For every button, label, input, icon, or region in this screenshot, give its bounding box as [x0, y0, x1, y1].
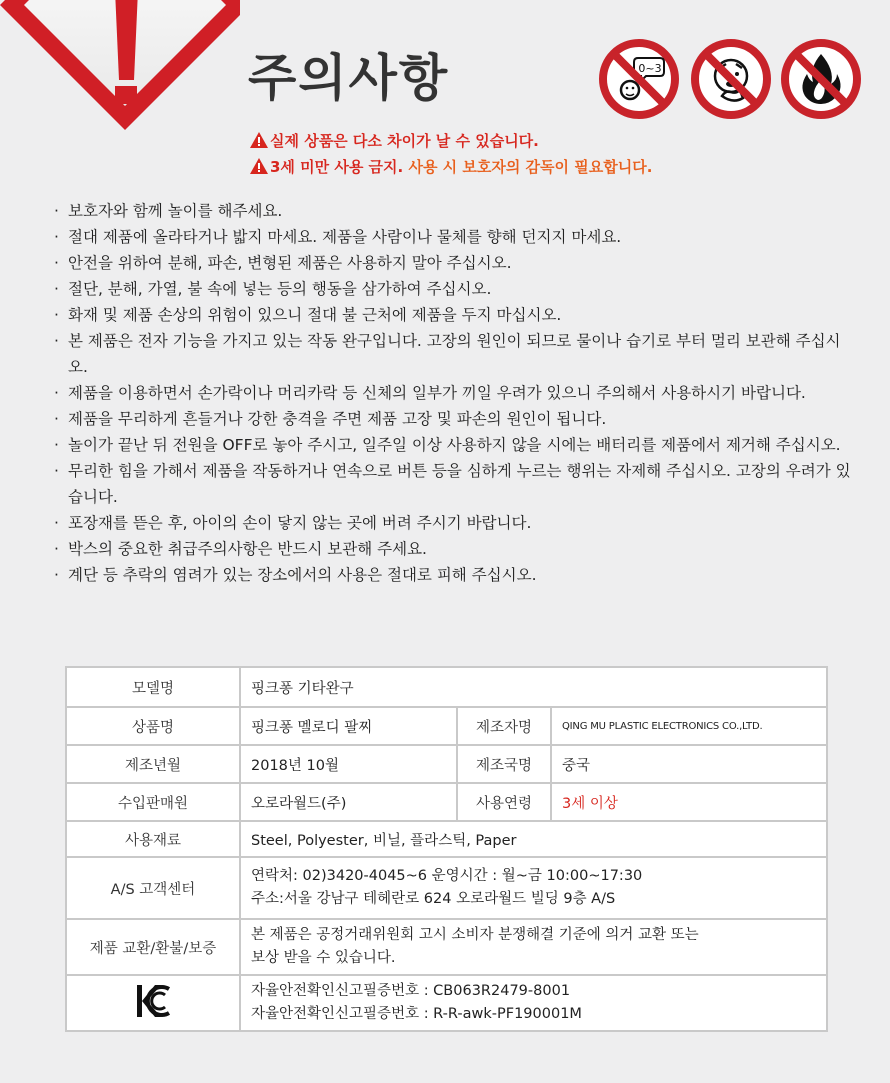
- model-value: 핑크퐁 기타완구: [240, 667, 827, 707]
- list-item: · 제품을 이용하면서 손가락이나 머리카락 등 신체의 일부가 끼일 우려가 있으니 주의해서 사용하시기 바랍니다.: [52, 380, 852, 406]
- list-item: · 놀이가 끝난 뒤 전원을 OFF로 놓아 주시고, 일주일 이상 사용하지 않을 시에는 배터리를 제품에서 제거해 주십시오.: [52, 432, 852, 458]
- no-under-3-icon: [598, 38, 680, 120]
- exchange-line-1: 본 제품은 공정거래위원회 고시 소비자 분쟁해결 기준에 의거 교환 또는: [251, 927, 699, 943]
- list-item: · 절단, 분해, 가열, 불 속에 넣는 등의 행동을 삼가하여 주십시오.: [52, 276, 852, 302]
- product-value: 핑크퐁 멜로디 팔찌: [240, 707, 457, 745]
- list-item: · 본 제품은 전자 기능을 가지고 있는 작동 완구입니다. 고장의 원인이 되므로 물이나 습기로 부터 멀리 보관해 주십시오.: [52, 328, 852, 380]
- as-value: [240, 857, 827, 919]
- model-label: 모델명: [66, 667, 240, 707]
- no-fire-icon: [780, 38, 862, 120]
- warning-exclamation-icon: [0, 0, 240, 130]
- importer-label: 수입판매원: [66, 783, 240, 821]
- year-value: 2018년 10월: [240, 745, 457, 783]
- kc-mark-cell: [66, 975, 240, 1031]
- country-value: 중국: [551, 745, 827, 783]
- notice-age-text: 3세 미만 사용 금지.: [270, 158, 404, 176]
- cert-number-1: 자율안전확인신고필증번호 : CB063R2479-8001: [251, 983, 571, 999]
- warning-triangle-icon: [250, 158, 268, 174]
- material-label: 사용재료: [66, 821, 240, 857]
- product-spec-table: [65, 666, 828, 1032]
- cert-value: [240, 975, 827, 1031]
- list-item: · 안전을 위하여 분해, 파손, 변형된 제품은 사용하지 말아 주십시오.: [52, 250, 852, 276]
- as-label: A/S 고객센터: [66, 857, 240, 919]
- exchange-value: [240, 919, 827, 975]
- exchange-label: 제품 교환/환불/보증: [66, 919, 240, 975]
- warning-triangle-icon: [250, 132, 268, 148]
- table-row: [66, 667, 827, 707]
- maker-value: QING MU PLASTIC ELECTRONICS CO.,LTD.: [551, 707, 827, 745]
- importer-value: 오로라월드(주): [240, 783, 457, 821]
- age-label: 사용연령: [457, 783, 551, 821]
- list-item: · 절대 제품에 올라타거나 밟지 마세요. 제품을 사람이나 물체를 향해 던지지 마세요.: [52, 224, 852, 250]
- table-row: [66, 707, 827, 745]
- product-label: 상품명: [66, 707, 240, 745]
- kc-certification-icon: [135, 981, 171, 1021]
- table-row: [66, 975, 827, 1031]
- notice-age-limit: [250, 156, 652, 177]
- country-label: 제조국명: [457, 745, 551, 783]
- as-contact: 연락처: 02)3420-4045~6 운영시간 : 월~금 10:00~17:30: [251, 868, 643, 884]
- list-item: · 포장재를 뜯은 후, 아이의 손이 닿지 않는 곳에 버려 주시기 바랍니다.: [52, 510, 852, 536]
- year-label: 제조년월: [66, 745, 240, 783]
- list-item: · 계단 등 추락의 염려가 있는 장소에서의 사용은 절대로 피해 주십시오.: [52, 562, 852, 588]
- exchange-line-2: 보상 받을 수 있습니다.: [251, 950, 396, 966]
- caution-list: [52, 198, 852, 588]
- cert-number-2: 자율안전확인신고필증번호 : R-R-awk-PF190001M: [251, 1006, 582, 1022]
- age-value: [551, 783, 827, 821]
- table-row: [66, 857, 827, 919]
- material-value: Steel, Polyester, 비닐, 플라스틱, Paper: [240, 821, 827, 857]
- age-badge-text: 0~3: [638, 62, 662, 75]
- table-row: [66, 821, 827, 857]
- table-row: [66, 783, 827, 821]
- table-row: [66, 745, 827, 783]
- no-mouth-icon: [690, 38, 772, 120]
- as-address: 주소:서울 강남구 테헤란로 624 오로라월드 빌딩 9층 A/S: [251, 891, 616, 907]
- list-item: · 무리한 힘을 가해서 제품을 작동하거나 연속으로 버튼 등을 심하게 누르는 행위는 자제해 주십시오. 고장의 우려가 있습니다.: [52, 458, 852, 510]
- maker-label: 제조자명: [457, 707, 551, 745]
- list-item: · 박스의 중요한 취급주의사항은 반드시 보관해 주세요.: [52, 536, 852, 562]
- list-item: · 보호자와 함께 놀이를 해주세요.: [52, 198, 852, 224]
- notice-supervision-text: 사용 시 보호자의 감독이 필요합니다.: [403, 158, 653, 176]
- list-item: · 화재 및 제품 손상의 위험이 있으니 절대 불 근처에 제품을 두지 마십시오.: [52, 302, 852, 328]
- table-row: [66, 919, 827, 975]
- page-title: 주의사항: [248, 49, 450, 107]
- notice-difference: [250, 130, 539, 151]
- list-item: · 제품을 무리하게 흔들거나 강한 충격을 주면 제품 고장 및 파손의 원인이 됩니다.: [52, 406, 852, 432]
- age-value-text: 3세 이상: [562, 795, 618, 812]
- notice-text: 실제 상품은 다소 차이가 날 수 있습니다.: [270, 132, 539, 150]
